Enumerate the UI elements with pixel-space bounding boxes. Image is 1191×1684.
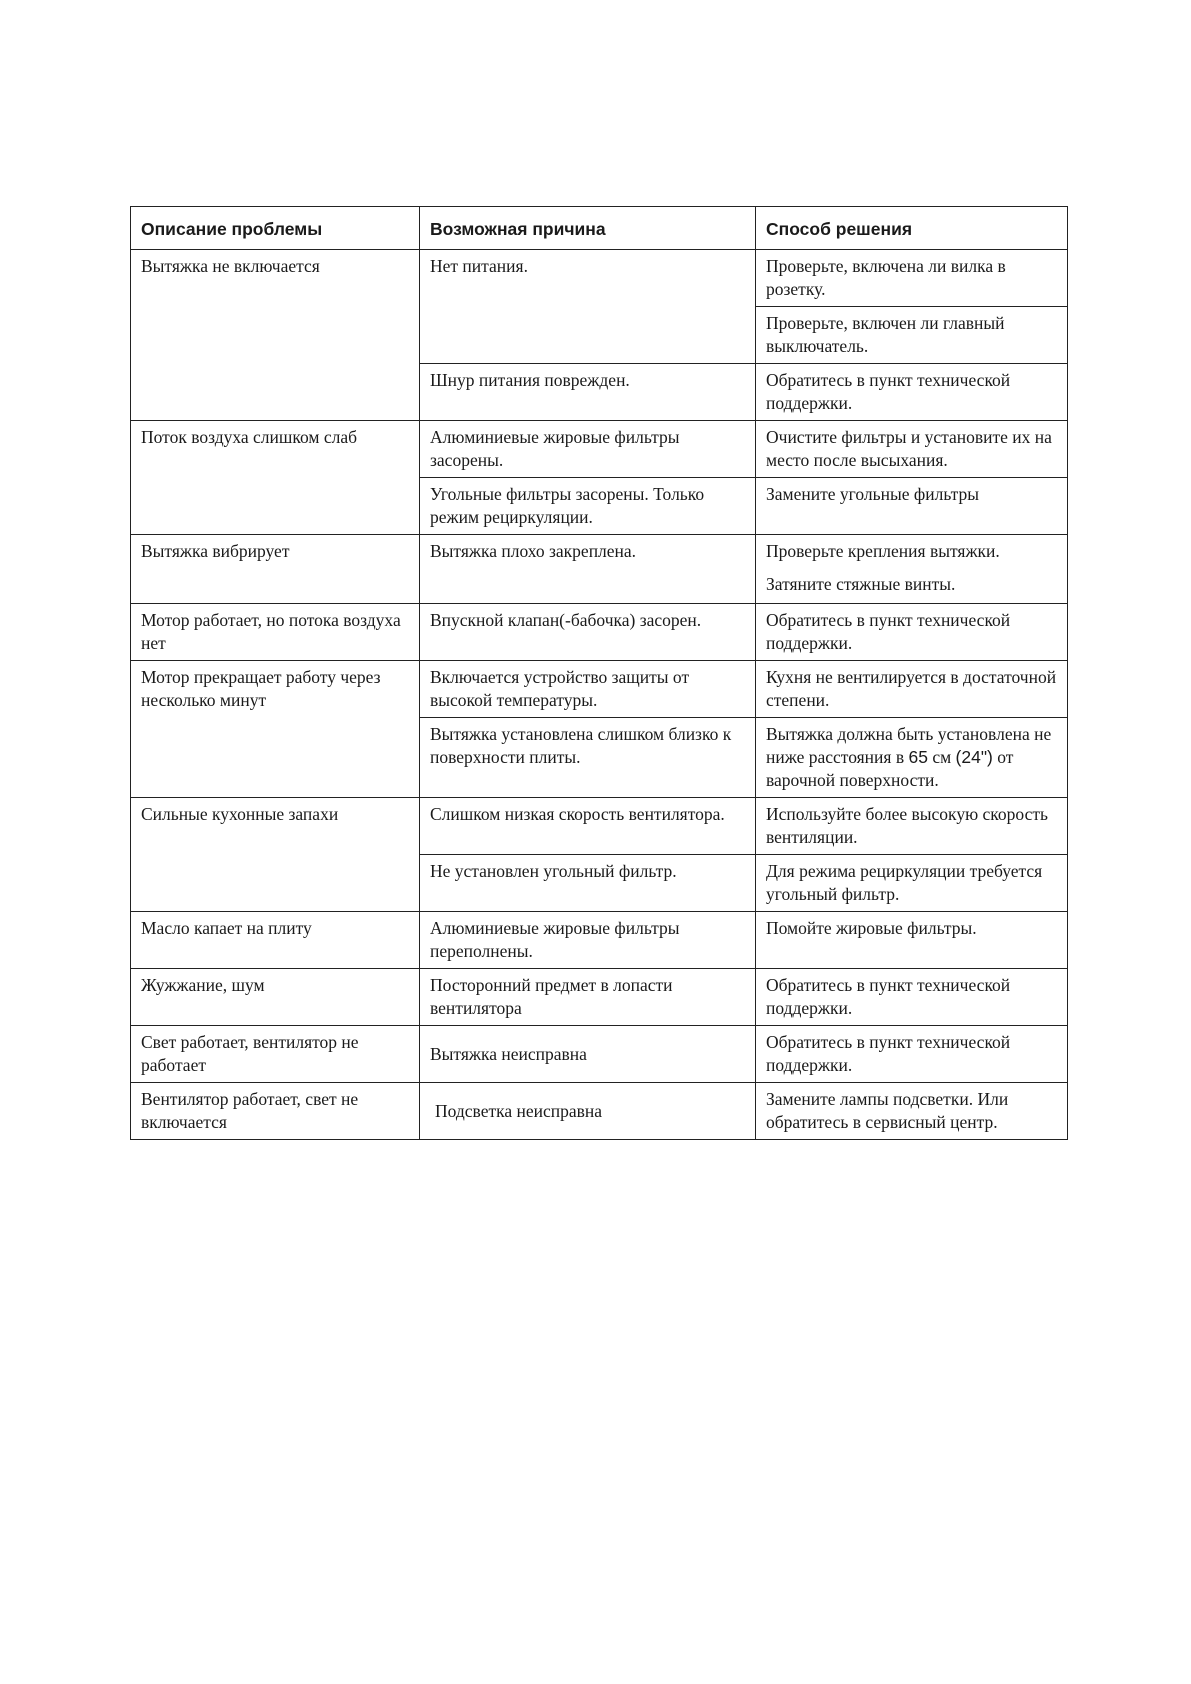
header-cause: Возможная причина	[420, 207, 756, 250]
cause-cell: Посторонний предмет в лопасти вентилятора	[420, 969, 756, 1026]
table-row	[131, 1026, 1068, 1083]
cause-cell: Вытяжка плохо закреплена.	[420, 535, 756, 604]
problem-cell: Мотор работает, но потока воздуха нет	[131, 604, 420, 661]
table-row	[131, 535, 1068, 604]
problem-cell: Вентилятор работает, свет не включается	[131, 1083, 420, 1140]
problem-cell: Жужжание, шум	[131, 969, 420, 1026]
table-row	[131, 604, 1068, 661]
cause-cell: Вытяжка неисправна	[420, 1026, 756, 1083]
troubleshooting-table-wrapper	[130, 206, 1067, 1140]
cause-cell: Вытяжка установлена слишком близко к поверхности плиты.	[420, 718, 756, 798]
solution-line: Затяните стяжные винты.	[766, 574, 956, 594]
table-row	[131, 969, 1068, 1026]
problem-cell: Сильные кухонные запахи	[131, 798, 420, 912]
solution-cell: Обратитесь в пункт технической поддержки.	[756, 969, 1068, 1026]
table-row	[131, 661, 1068, 718]
unit-text: см	[927, 747, 956, 767]
solution-cell: Проверьте, включена ли вилка в розетку.	[756, 250, 1068, 307]
cause-cell: Слишком низкая скорость вентилятора.	[420, 798, 756, 855]
solution-cell: Обратитесь в пункт технической поддержки.	[756, 364, 1068, 421]
solution-cell: Замените лампы подсветки. Или обратитесь в сервисный центр.	[756, 1083, 1068, 1140]
solution-cell: Используйте более высокую скорость вентиляции.	[756, 798, 1068, 855]
header-problem: Описание проблемы	[131, 207, 420, 250]
table-row	[131, 250, 1068, 307]
header-solution: Способ решения	[756, 207, 1068, 250]
solution-cell: Кухня не вентилируется в достаточной степени.	[756, 661, 1068, 718]
cause-cell: Угольные фильтры засорены. Только режим рециркуляции.	[420, 478, 756, 535]
solution-cell	[756, 535, 1068, 604]
troubleshooting-table	[130, 206, 1068, 1140]
cause-cell: Нет питания.	[420, 250, 756, 364]
solution-text: Вытяжка должна быть установлена не ниже расстояния в	[766, 724, 1052, 767]
solution-cell: Очистите фильтры и установите их на место после высыхания.	[756, 421, 1068, 478]
problem-cell: Свет работает, вентилятор не работает	[131, 1026, 420, 1083]
solution-cell: Обратитесь в пункт технической поддержки.	[756, 604, 1068, 661]
cause-cell: Алюминиевые жировые фильтры засорены.	[420, 421, 756, 478]
table-header-row	[131, 207, 1068, 250]
table-row	[131, 1083, 1068, 1140]
cause-cell: Алюминиевые жировые фильтры переполнены.	[420, 912, 756, 969]
table-row	[131, 912, 1068, 969]
solution-cell: Проверьте, включен ли главный выключатель.	[756, 307, 1068, 364]
solution-cell: Помойте жировые фильтры.	[756, 912, 1068, 969]
distance-value: 65	[908, 747, 928, 767]
problem-cell: Вытяжка вибрирует	[131, 535, 420, 604]
problem-cell: Мотор прекращает работу через несколько минут	[131, 661, 420, 798]
solution-cell: Для режима рециркуляции требуется угольный фильтр.	[756, 855, 1068, 912]
distance-inches: (24")	[955, 747, 993, 767]
problem-cell: Масло капает на плиту	[131, 912, 420, 969]
cause-cell: Шнур питания поврежден.	[420, 364, 756, 421]
cause-cell: Подсветка неисправна	[420, 1083, 756, 1140]
solution-line: Проверьте крепления вытяжки.	[766, 541, 1000, 561]
problem-cell: Вытяжка не включается	[131, 250, 420, 421]
cause-cell: Не установлен угольный фильтр.	[420, 855, 756, 912]
table-row	[131, 798, 1068, 855]
solution-text: от варочной поверхности.	[766, 747, 1014, 790]
solution-cell: Замените угольные фильтры	[756, 478, 1068, 535]
solution-cell	[756, 718, 1068, 798]
cause-cell: Впускной клапан(-бабочка) засорен.	[420, 604, 756, 661]
table-row	[131, 421, 1068, 478]
solution-cell: Обратитесь в пункт технической поддержки.	[756, 1026, 1068, 1083]
problem-cell: Поток воздуха слишком слаб	[131, 421, 420, 535]
cause-cell: Включается устройство защиты от высокой температуры.	[420, 661, 756, 718]
